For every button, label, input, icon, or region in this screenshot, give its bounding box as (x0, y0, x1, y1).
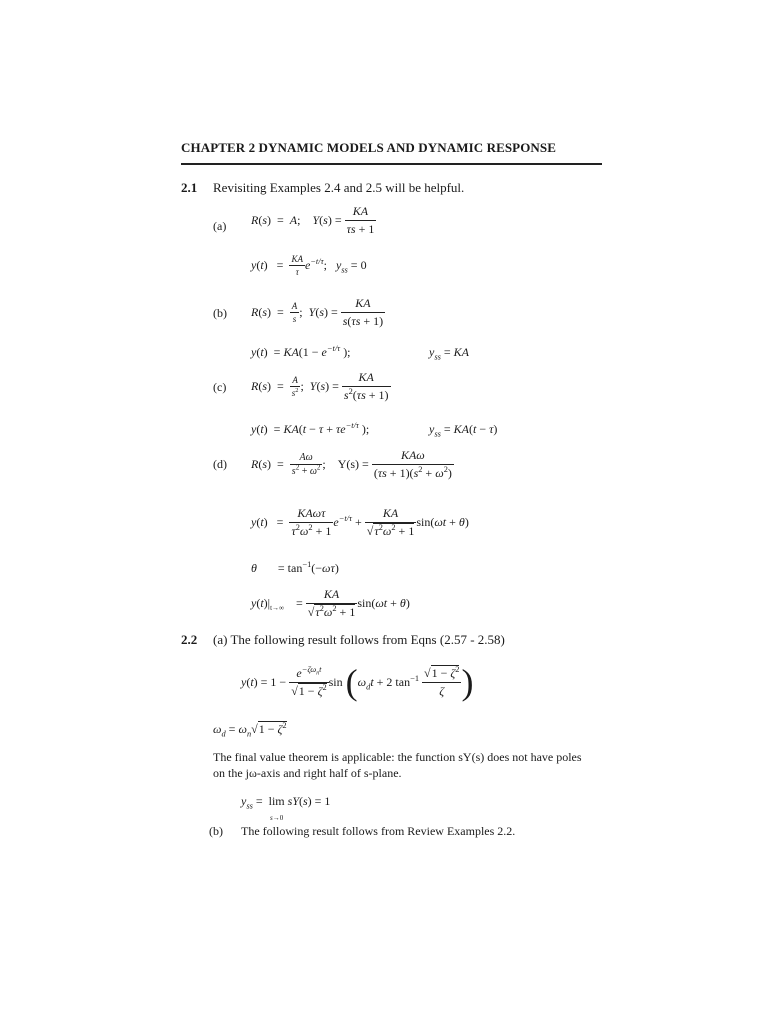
eq-a-R-Y: R(s) = A; Y(s) = $\frac{KA}{\tau s + 1}$ (251, 204, 375, 236)
chapter-header: CHAPTER 2 DYNAMIC MODELS AND DYNAMIC RESPONSE (181, 140, 557, 155)
eq-22-y: y(t) = 1 − $\frac{e^{-\zeta\omega_nt}}{√1 - \zeta^2}$ $\sin (\omega_dt + 2$ $\tan^{-1}$ $\frac{√1 - \zeta^2}{\zeta}$ ) (241, 662, 474, 702)
eq-22-wd: $\omega_d = \omega_n√1 - \zeta^2$ (213, 721, 287, 739)
section-2-1-number: 2.1 (181, 180, 198, 195)
eq-d-R-Y: R(s) = $\frac{A\omega}{s^2 + \omega^2}$ ; Y(s) = $\frac{\text{KAω}}{(\tau s + 1)(s^2 + \omega^2)}$ (251, 448, 452, 480)
part-a-label: (a) (213, 219, 227, 233)
eq-b-R-Y: R(s) = $\frac{A}{s}$ ; Y(s) = $\frac{KA}{s(\tau s + 1)}$ (251, 296, 384, 328)
section-2-2-b-text: The following result follows from Review Examples 2.2. (241, 824, 516, 838)
eq-c-R-Y: R(s) = $\frac{A}{s^2}$ ; Y(s) = $\frac{KA}{s^2(\tau s + 1)}$ (251, 370, 389, 402)
eq-b-yss: $y_{ss}$ = KA (429, 345, 469, 362)
eq-d-y-steady: $y(t)|_{t\to\infty}$ = $\frac{KA}{√\tau^2\omega^2 + 1}$ sin(ωt + θ) (251, 587, 410, 619)
part-c-label: (c) (213, 380, 227, 394)
eq-c-yss: $y_{ss} = KA(t - \tau)$ (429, 422, 498, 439)
eq-22-yss: $y_{ss} = \lim$ s→0 sY(s) = 1 (241, 794, 331, 822)
eq-d-y: y(t) = $\frac{\text{KAωτ}}{\tau^2\omega^2 + 1}$ $e^{-t/\tau}$ + $\frac{KA}{√\tau^2\omega^2 + 1}$ sin(ωt + θ) (251, 506, 469, 538)
eq-b-y: $y(t) = KA(1 - e^{-t/\tau}$ ); (251, 344, 351, 359)
eq-d-theta: θ = $\tan^{-1}(-\omega\tau)$ (251, 560, 339, 575)
section-2-2-a-text: (a) The following result follows from Eqns (2.57 - 2.58) (213, 632, 505, 647)
fvt-line-2: on the jω-axis and right half of s-plane. (213, 766, 402, 780)
section-2-1-intro: Revisiting Examples 2.4 and 2.5 will be helpful. (213, 180, 465, 195)
part-b-label: (b) (213, 306, 227, 320)
fvt-line-1: The final value theorem is applicable: the function sY(s) does not have poles (213, 750, 582, 764)
part-d-label: (d) (213, 457, 227, 471)
part-22-b-label: (b) (209, 824, 223, 838)
header-rule (181, 163, 602, 165)
eq-c-y: $y(t) = KA(t - \tau + \tau e^{-t/\tau}$ ); (251, 421, 370, 436)
section-2-2-number: 2.2 (181, 632, 198, 647)
eq-a-y: y(t) = $\frac{KA}{\tau}$ $e^{-t/\tau}$; $y_{ss} = 0$ (251, 254, 367, 277)
